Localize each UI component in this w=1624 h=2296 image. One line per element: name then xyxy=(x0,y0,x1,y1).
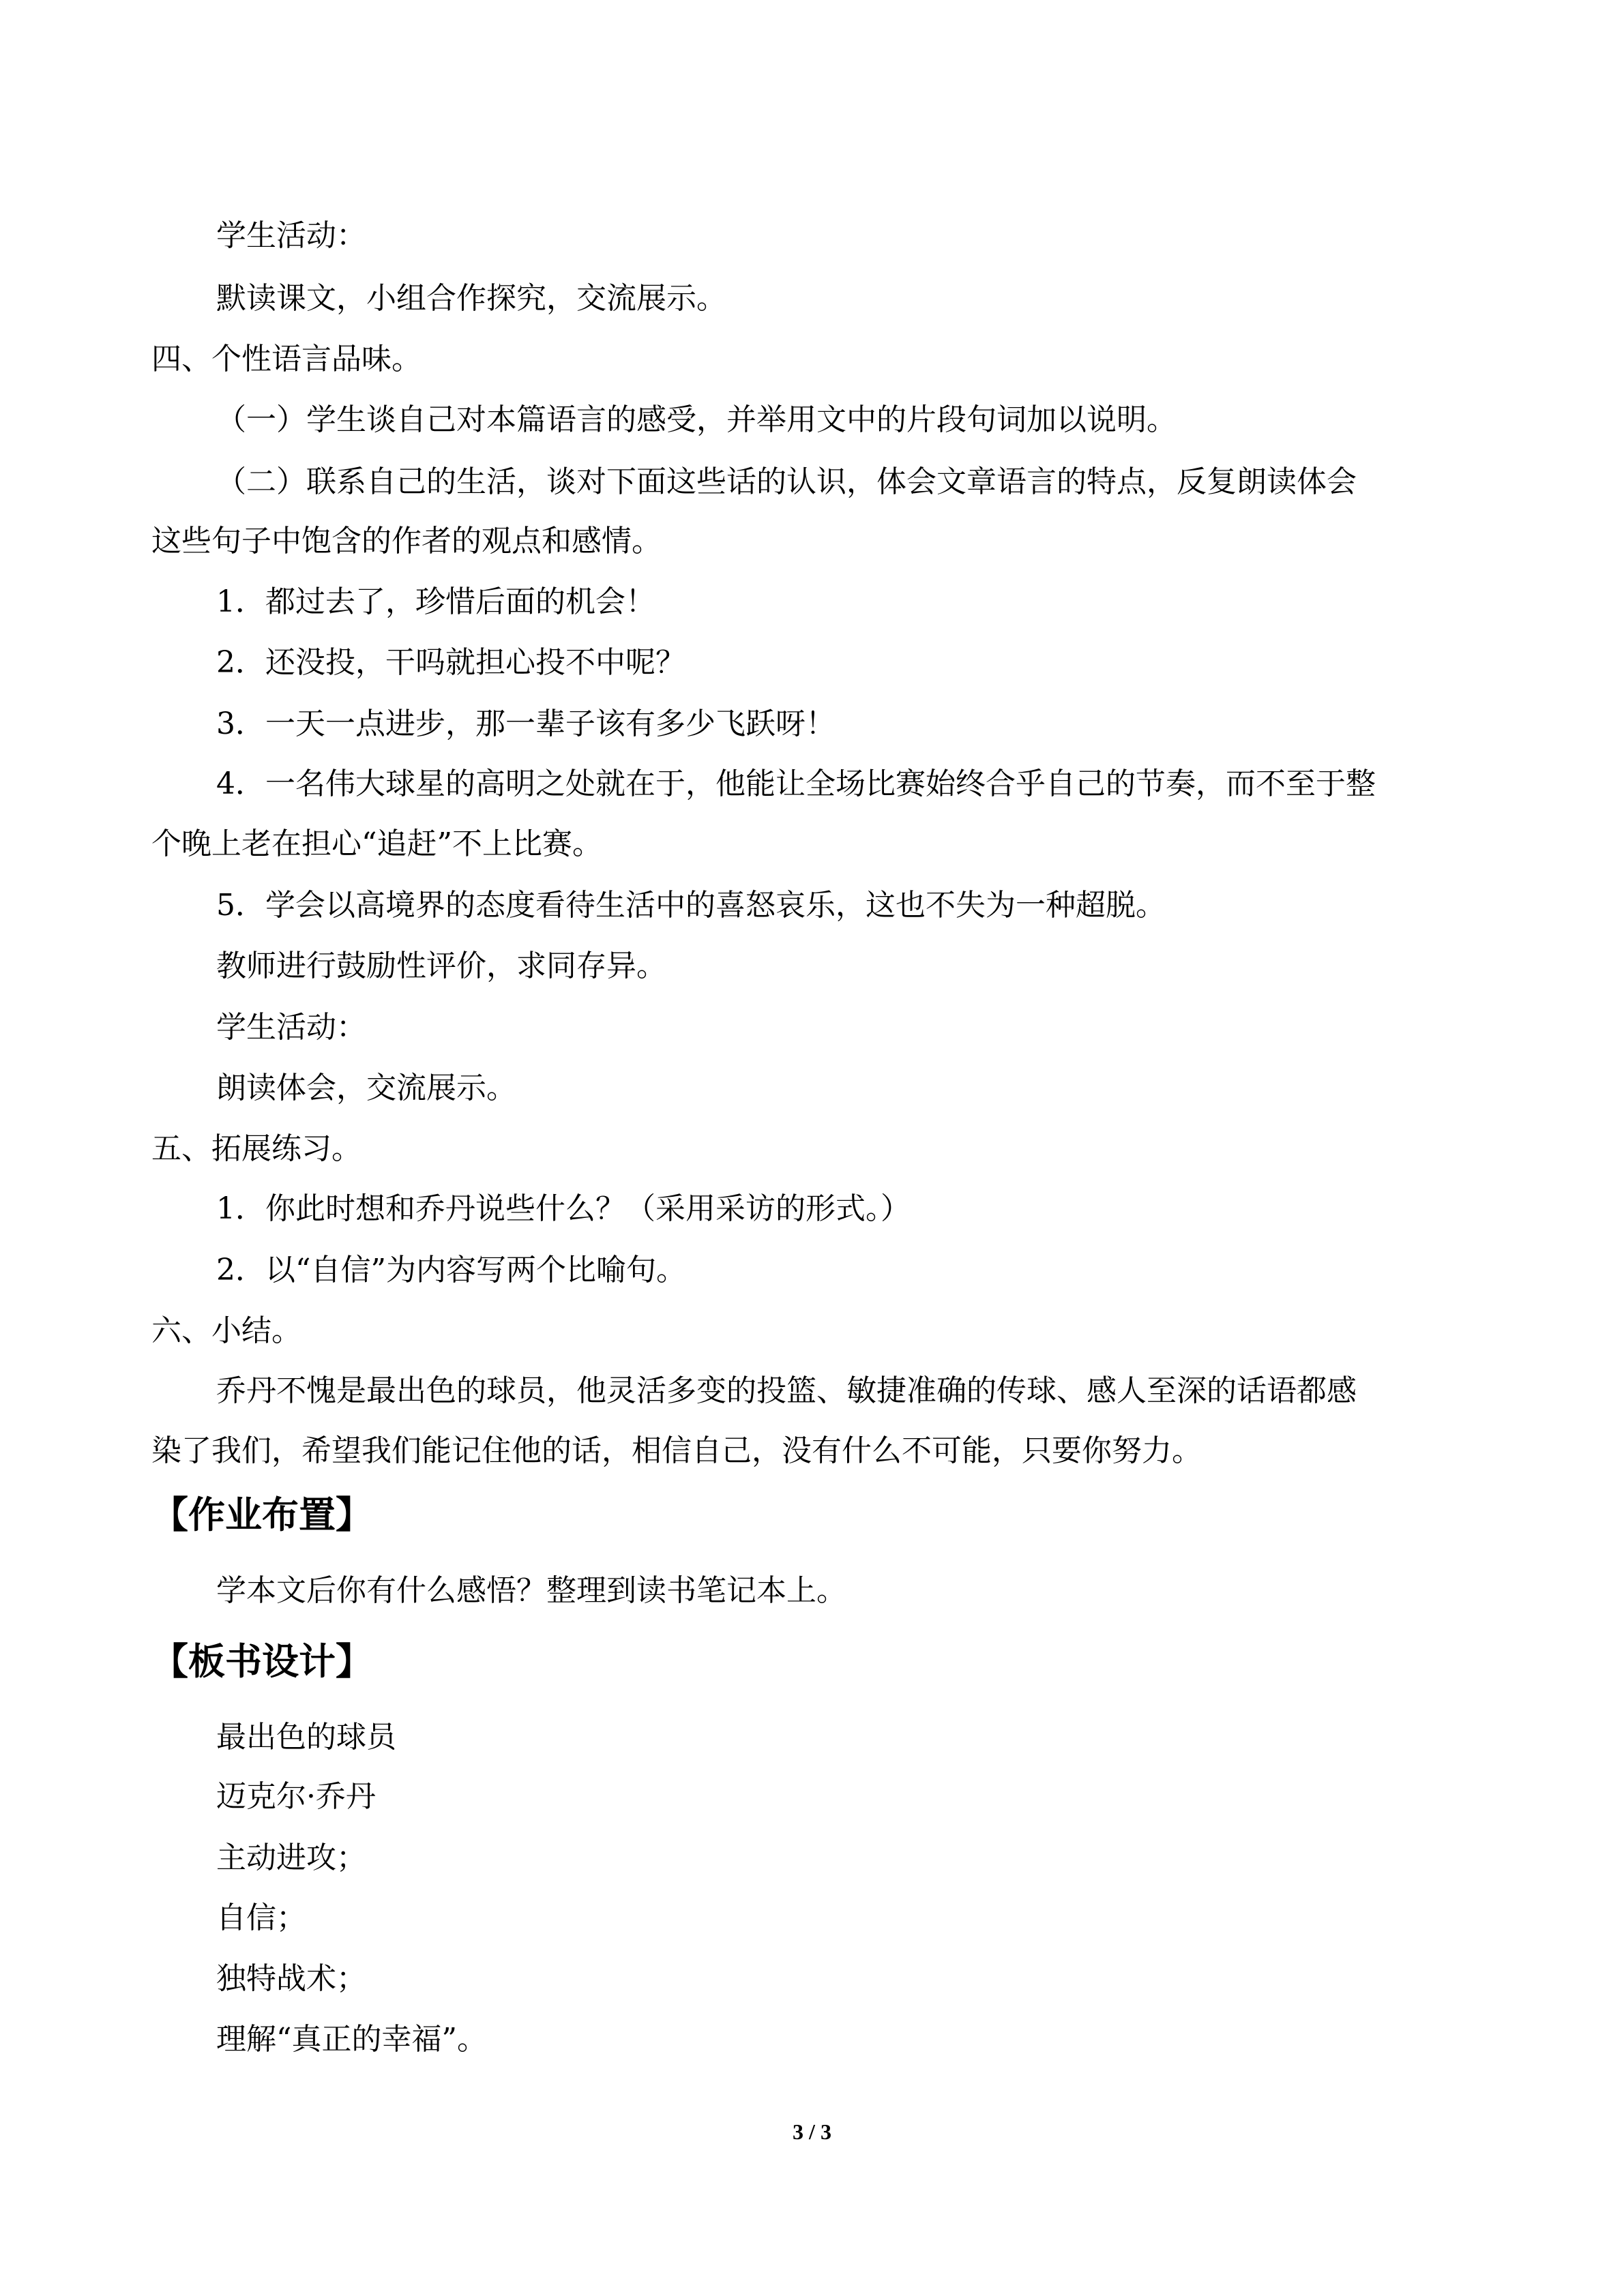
page-number: 3 / 3 xyxy=(793,2119,831,2144)
board-item: 独特战术； xyxy=(216,1961,366,1996)
board-item: 最出色的球员 xyxy=(216,1720,396,1755)
list-item: 5．学会以高境界的态度看待生活中的喜怒哀乐，这也不失为一种超脱。 xyxy=(216,888,1166,923)
text-line: （二）联系自己的生活，谈对下面这些话的认识，体会文章语言的特点，反复朗读体会 xyxy=(216,464,1357,499)
list-item: 4．一名伟大球星的高明之处就在于，他能让全场比赛始终合乎自己的节奏，而不至于整 xyxy=(216,766,1376,801)
list-item: 3．一天一点进步，那一辈子该有多少飞跃呀！ xyxy=(216,706,836,741)
list-item: 1．你此时想和乔丹说些什么？（采用采访的形式。） xyxy=(216,1191,911,1226)
list-item: 1．都过去了，珍惜后面的机会！ xyxy=(216,584,655,619)
text-line: 默读课文，小组合作探究，交流展示。 xyxy=(216,281,726,316)
section-heading: 四、个性语言品味。 xyxy=(151,342,422,376)
homework-heading: 【作业布置】 xyxy=(151,1493,372,1536)
text-line: 个晚上老在担心“追赶”不上比赛。 xyxy=(151,826,602,861)
board-item: 自信； xyxy=(216,1900,306,1935)
text-line: 朗读体会，交流展示。 xyxy=(216,1071,516,1105)
text-line: 这些句子中饱含的作者的观点和感情。 xyxy=(151,524,662,558)
text-line: （一）学生谈自己对本篇语言的感受，并举用文中的片段句词加以说明。 xyxy=(216,402,1177,437)
board-item: 理解“真正的幸福”。 xyxy=(216,2022,487,2057)
board-heading: 【板书设计】 xyxy=(151,1640,372,1683)
board-item: 迈克尔·乔丹 xyxy=(216,1779,376,1814)
list-item: 2．以“自信”为内容写两个比喻句。 xyxy=(216,1253,686,1287)
text-line: 学生活动： xyxy=(216,1010,366,1045)
text-line: 染了我们，希望我们能记住他的话，相信自己，没有什么不可能，只要你努力。 xyxy=(151,1433,1202,1468)
homework-text: 学本文后你有什么感悟？整理到读书笔记本上。 xyxy=(216,1573,846,1608)
text-line: 教师进行鼓励性评价，求同存异。 xyxy=(216,949,666,983)
section-heading: 五、拓展练习。 xyxy=(151,1131,361,1166)
section-heading: 六、小结。 xyxy=(151,1313,301,1348)
list-item: 2．还没投，干吗就担心投不中呢？ xyxy=(216,645,685,680)
board-item: 主动进攻； xyxy=(216,1840,366,1875)
text-line: 学生活动： xyxy=(216,218,366,253)
text-line: 乔丹不愧是最出色的球员，他灵活多变的投篮、敏捷准确的传球、感人至深的话语都感 xyxy=(216,1373,1357,1408)
